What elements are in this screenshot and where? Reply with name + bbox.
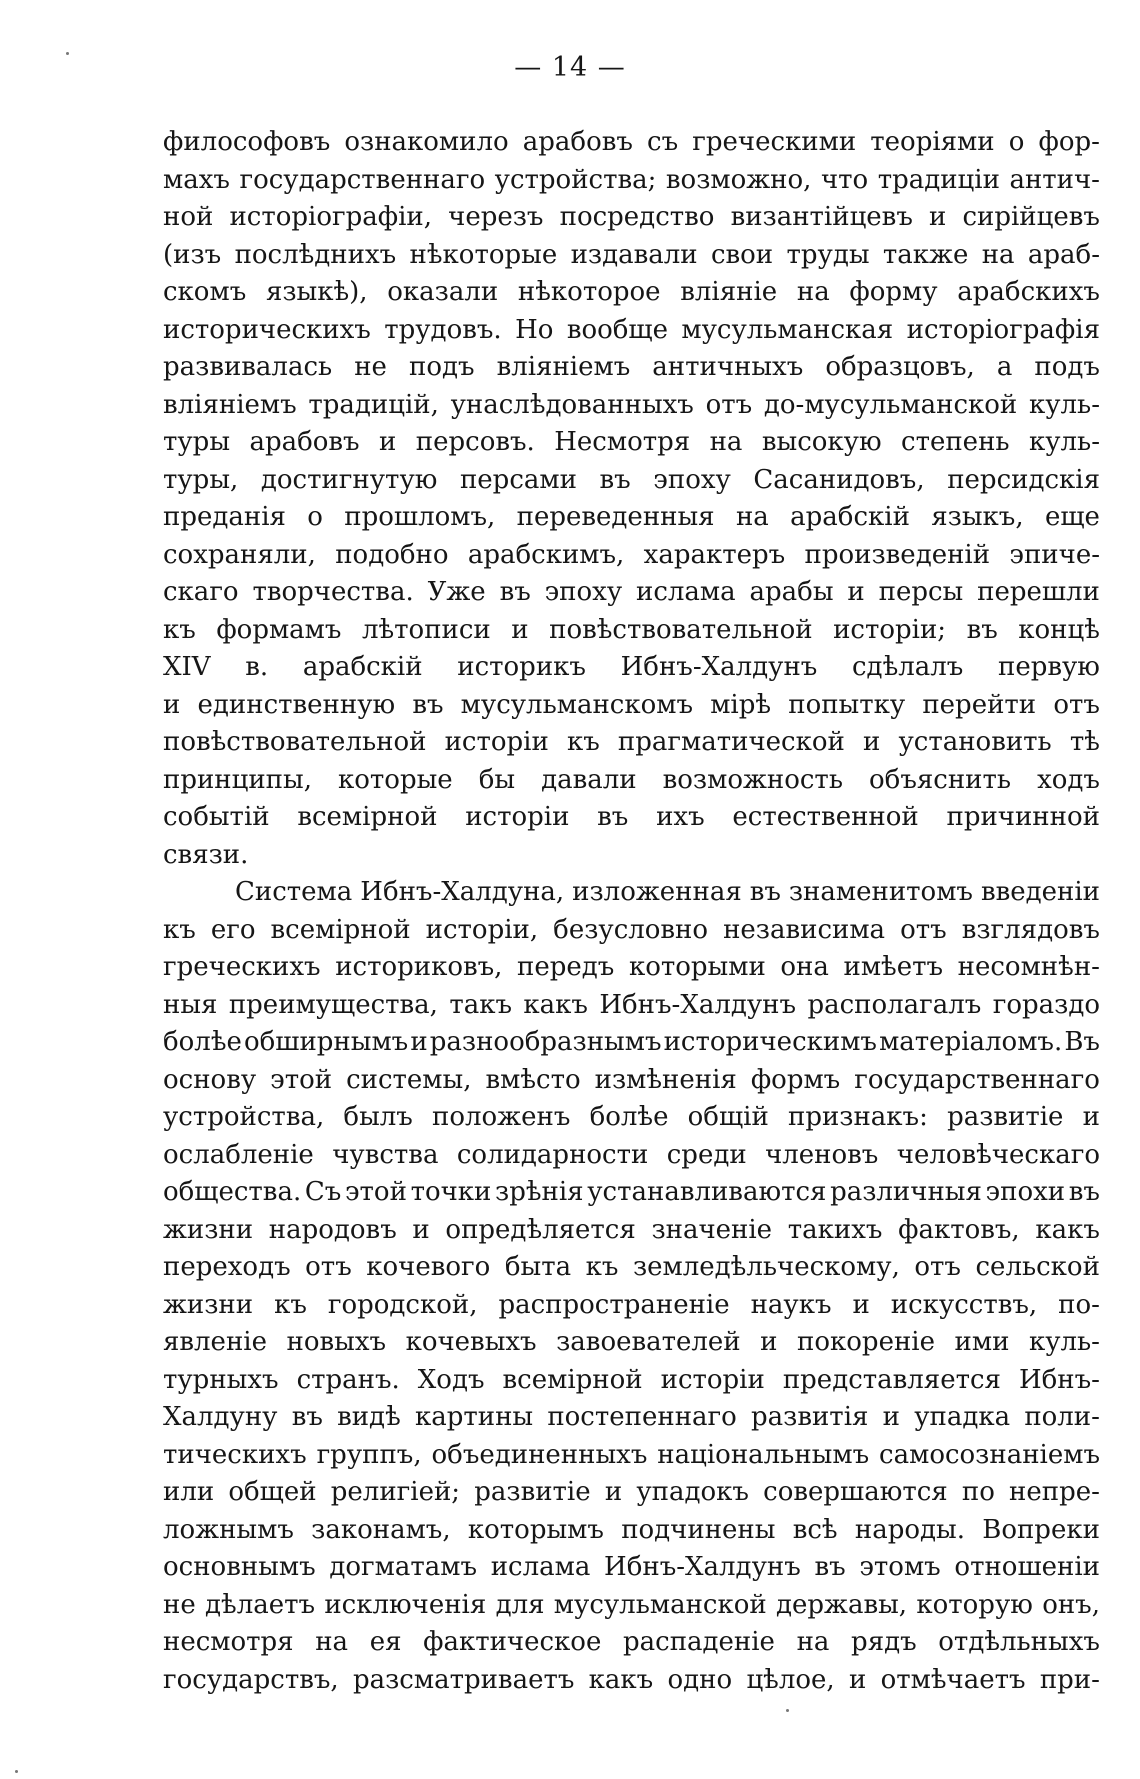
text-line: основнымъ догматамъ ислама Ибнъ-Халдунъ въ этомъ отношеніи: [163, 1552, 1100, 1582]
body-text: [163, 124, 1100, 1699]
text-line: тическихъ группъ, объединенныхъ національнымъ самосознаніемъ: [163, 1439, 1100, 1470]
text-line: развивалась не подъ вліяніемъ античныхъ образцовъ, а подъ: [163, 352, 1100, 382]
text-line: и единственную въ мусульманскомъ мірѣ попытку перейти отъ: [163, 689, 1100, 720]
text-line: основу этой системы, вмѣсто измѣненія формъ государственнаго: [163, 1064, 1100, 1095]
paragraph-2: [163, 874, 1100, 1699]
text-line: скаго творчества. Уже въ эпоху ислама арабы и персы перешли: [163, 577, 1100, 607]
text-line: махъ государственнаго устройства; возможно, что традиціи антич-: [163, 164, 1100, 195]
text-line: событій всемірной исторіи въ ихъ естественной причинной: [163, 802, 1100, 832]
text-line: туры, достигнутую персами въ эпоху Сасанидовъ, персидскія: [163, 464, 1100, 495]
text-line: преданія о прошломъ, переведенныя на арабскій языкъ, еще: [163, 502, 1100, 532]
page-number: — 14 —: [514, 52, 626, 83]
text-line: греческихъ историковъ, передъ которыми она имѣетъ несомнѣн-: [163, 952, 1100, 982]
text-line: переходъ отъ кочевого быта къ земледѣльческому, отъ сельской: [163, 1252, 1100, 1282]
text-line: повѣствовательной исторіи къ прагматической и установить тѣ: [163, 727, 1100, 757]
text-line: государствъ, разсматриваетъ какъ одно цѣлое, и отмѣчаетъ при-: [163, 1664, 1100, 1695]
scan-speck: [15, 1770, 18, 1773]
text-line: явленіе новыхъ кочевыхъ завоевателей и покореніе ими куль-: [163, 1327, 1100, 1357]
text-line: къ его всемірной исторіи, безусловно независима отъ взглядовъ: [163, 914, 1100, 945]
text-line: туры арабовъ и персовъ. Несмотря на высокую степень куль-: [163, 427, 1100, 457]
text-line: къ формамъ лѣтописи и повѣствовательной исторіи; въ концѣ: [163, 614, 1100, 645]
text-line: ложнымъ законамъ, которымъ подчинены всѣ народы. Вопреки: [163, 1514, 1100, 1545]
text-line: связи.: [163, 839, 249, 870]
text-line: Халдуну въ видѣ картины постепеннаго развитія и упадка поли-: [163, 1402, 1100, 1432]
text-line: историческихъ трудовъ. Но вообще мусульманская исторіографія: [163, 314, 1100, 345]
text-line: жизни народовъ и опредѣляется значеніе такихъ фактовъ, какъ: [163, 1214, 1100, 1245]
scan-speck: [66, 52, 69, 55]
text-line: несмотря на ея фактическое распаденіе на рядъ отдѣльныхъ: [163, 1627, 1100, 1657]
text-line: турныхъ странъ. Ходъ всемірной исторіи представляется Ибнъ-: [163, 1364, 1100, 1395]
text-line: жизни къ городской, распространеніе наукъ и искусствъ, по-: [163, 1289, 1100, 1320]
text-line: устройства, былъ положенъ болѣе общій признакъ: развитіе и: [163, 1102, 1100, 1132]
text-line: принципы, которые бы давали возможность объяснить ходъ: [163, 764, 1100, 795]
paragraph-1: [163, 124, 1100, 874]
text-line: болѣе обширнымъ и разнообразнымъ историческимъ матеріаломъ. Въ: [163, 1027, 1100, 1057]
text-line: Система Ибнъ-Халдуна, изложенная въ знаменитомъ введеніи: [235, 877, 1100, 907]
text-line: сохраняли, подобно арабскимъ, характеръ произведеній эпиче-: [163, 539, 1100, 570]
text-line: не дѣлаетъ исключенія для мусульманской державы, которую онъ,: [163, 1589, 1100, 1620]
text-line: ныя преимущества, такъ какъ Ибнъ-Халдунъ располагалъ гораздо: [163, 989, 1100, 1020]
text-line: скомъ языкѣ), оказали нѣкоторое вліяніе на форму арабскихъ: [163, 277, 1100, 307]
text-line: (изъ послѣднихъ нѣкоторые издавали свои труды также на араб-: [163, 239, 1100, 270]
text-line: общества. Съ этой точки зрѣнія устанавливаются различныя эпохи въ: [163, 1177, 1100, 1207]
text-line: философовъ ознакомило арабовъ съ греческими теоріями о фор-: [163, 127, 1100, 157]
text-line: ной исторіографіи, черезъ посредство византійцевъ и сирійцевъ: [163, 202, 1100, 232]
text-line: вліяніемъ традицій, унаслѣдованныхъ отъ до-мусульманской куль-: [163, 389, 1100, 420]
scan-speck: [786, 1709, 789, 1712]
text-line: ослабленіе чувства солидарности среди членовъ человѣческаго: [163, 1139, 1100, 1170]
text-line: или общей религіей; развитіе и упадокъ совершаются по непре-: [163, 1477, 1100, 1507]
text-line: XIV в. арабскій историкъ Ибнъ-Халдунъ сдѣлалъ первую: [163, 652, 1100, 682]
